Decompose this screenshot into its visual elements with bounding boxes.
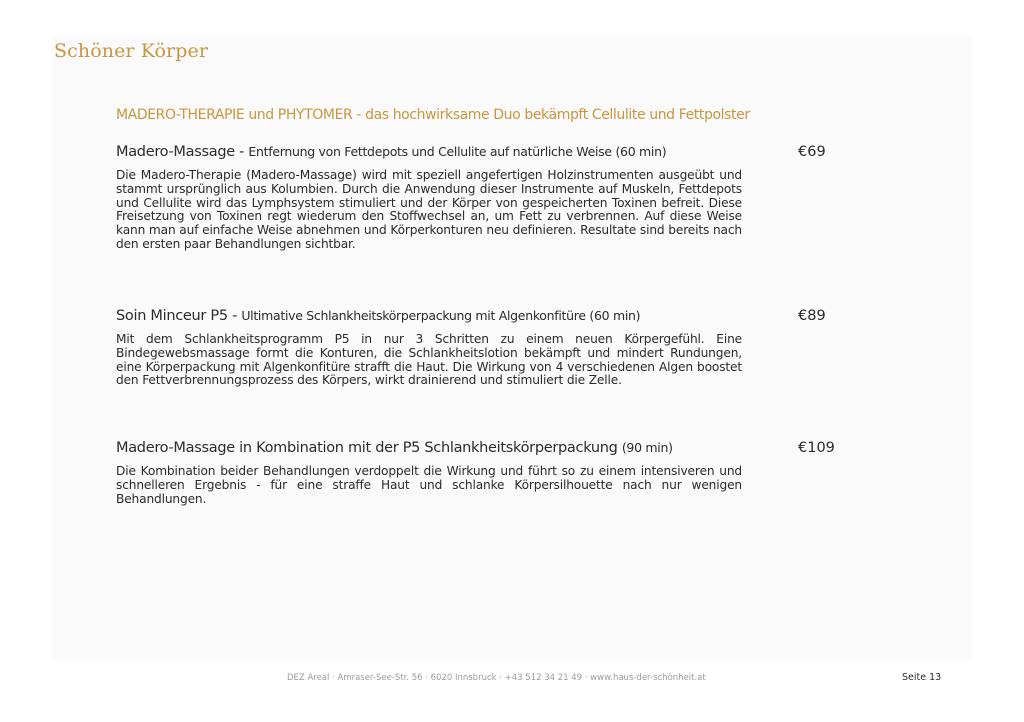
treatment-name: Madero-Massage - (116, 144, 245, 160)
page-title: Schöner Körper (54, 40, 209, 62)
section-subtitle: MADERO-THERAPIE und PHYTOMER - das hochwirksame Duo bekämpft Cellulite und Fettpolster (116, 107, 750, 123)
footer-address: DEZ Areal · Amraser-See-Str. 56 · 6020 Innsbruck · +43 512 34 21 49 · www.haus-der-schönheit.at (287, 673, 706, 683)
treatment-tagline: Entfernung von Fettdepots und Cellulite auf natürliche Weise (60 min) (248, 144, 667, 159)
treatment-kombination (116, 440, 846, 506)
treatment-tagline: Ultimative Schlankheitskörperpackung mit Algenkonfitüre (60 min) (241, 308, 641, 323)
treatment-title (116, 440, 673, 456)
treatment-header (116, 440, 846, 456)
treatment-header (116, 144, 846, 160)
treatment-description: Die Kombination beider Behandlungen verdoppelt die Wirkung und führt so zu einem intensiveren und schnelleren Ergebnis - für eine straffe Haut und schlanke Körpersilhouette nach nur wenigen Behandlungen. (116, 464, 742, 506)
treatment-name: Madero-Massage in Kombination mit der P5 Schlankheitskörperpackung (116, 440, 618, 456)
treatment-description: Die Madero-Therapie (Madero-Massage) wird mit speziell angefertigen Holzinstrumenten ausgeübt und stammt ursprünglich aus Kolumbien. Durch die Anwendung dieser Instrumente auf Muskeln, Fettdepots und Cellulite wird das Lymphsystem stimuliert und der Körper von gespeicherten Toxinen befreit. Diese Freisetzung von Toxinen regt wiederum den Stoffwechsel an, um Fett zu verbrennen. Auf diese Weise kann man auf einfache Weise abnehmen und Körperkonturen neu definieren. Resultate sind bereits nach den ersten paar Behandlungen sichtbar. (116, 168, 742, 251)
treatment-title (116, 144, 666, 160)
page-number: Seite 13 (902, 672, 942, 683)
treatment-madero-massage (116, 144, 846, 252)
treatment-header (116, 308, 846, 324)
treatment-price: €89 (798, 308, 826, 324)
treatment-name: Soin Minceur P5 - (116, 308, 237, 324)
treatment-soin-minceur-p5 (116, 308, 846, 388)
treatment-title (116, 308, 640, 324)
treatment-tagline: (90 min) (621, 440, 673, 455)
treatment-price: €69 (798, 144, 826, 160)
treatment-description: Mit dem Schlankheitsprogramm P5 in nur 3 Schritten zu einem neuen Körpergefühl. Eine Bindegewebsmassage formt die Konturen, die Schlankheitslotion bekämpft und mindert Rundungen, eine Körperpackung mit Algenkonfitüre strafft die Haut. Die Wirkung von 4 verschiedenen Algen boostet den Fettverbrennungsprozess des Körpers, wirkt drainierend und stimuliert die Zelle. (116, 332, 742, 388)
treatment-price: €109 (798, 440, 835, 456)
